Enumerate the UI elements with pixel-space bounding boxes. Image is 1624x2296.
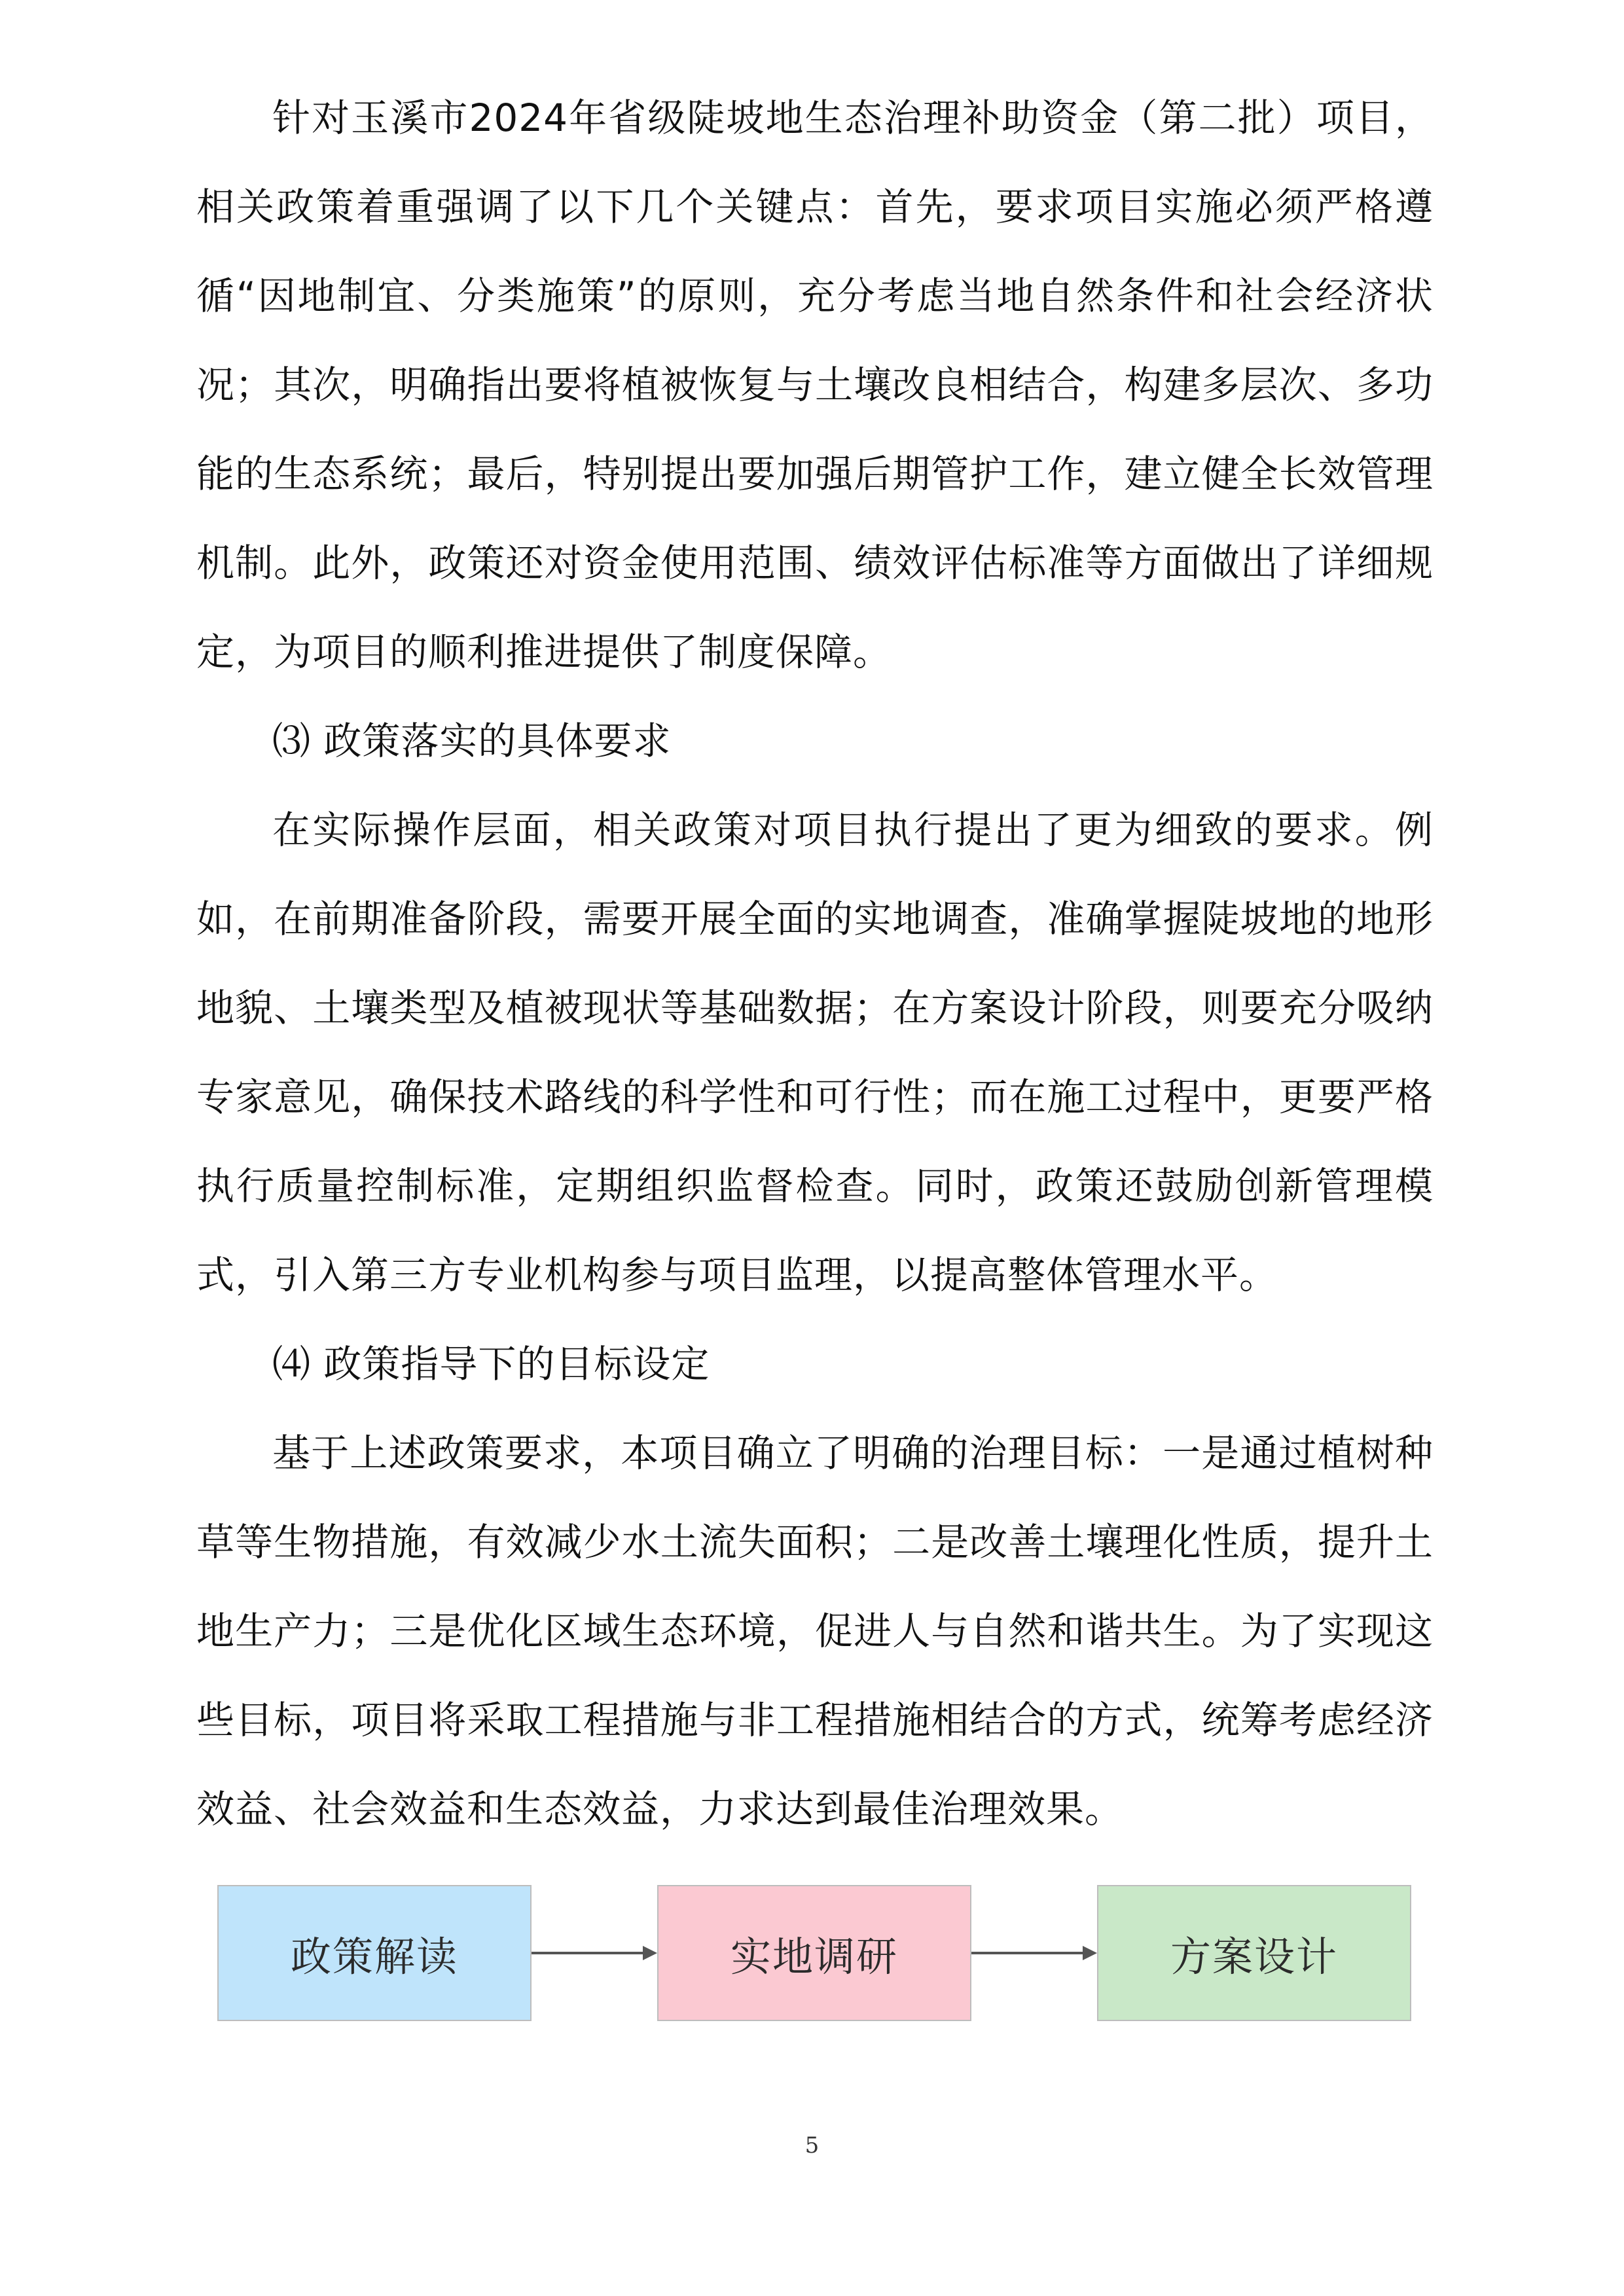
paragraph-goal-setting: 基于上述政策要求，本项目确立了明确的治理目标：一是通过植树种草等生物措施，有效减少水土流失面积；二是改善土壤理化性质，提升土地生产力；三是优化区域生态环境，促进人与自然和谐共生。为了实现这些目标，项目将采取工程措施与非工程措施相结合的方式，统筹考虑经济效益、社会效益和生态效益，力求达到最佳治理效果。 <box>196 1431 1434 1831</box>
flow-arrow-right-icon <box>971 1944 1097 1962</box>
process-flowchart <box>217 1885 1414 2022</box>
flow-step-plan-design: 方案设计 <box>1097 1885 1411 2021</box>
flow-step-field-survey: 实地调研 <box>657 1885 971 2021</box>
body-text <box>196 73 1434 1854</box>
section-heading-3: ⑶ 政策落实的具体要求 <box>272 719 672 763</box>
section-heading-4: ⑷ 政策指导下的目标设定 <box>272 1342 710 1386</box>
page-number: 5 <box>804 2132 820 2159</box>
paragraph-policy-key-points: 针对玉溪市2024年省级陡坡地生态治理补助资金（第二批）项目，相关政策着重强调了以下几个关键点：首先，要求项目实施必须严格遵循“因地制宜、分类施策”的原则，充分考虑当地自然条件和社会经济状况；其次，明确指出要将植被恢复与土壤改良相结合，构建多层次、多功能的生态系统；最后，特别提出要加强后期管护工作，建立健全长效管理机制。此外，政策还对资金使用范围、绩效评估标准等方面做出了详细规定，为项目的顺利推进提供了制度保障。 <box>196 96 1434 674</box>
flow-arrow-right-icon <box>532 1944 657 1962</box>
paragraph-implementation-requirements: 在实际操作层面，相关政策对项目执行提出了更为细致的要求。例如，在前期准备阶段，需要开展全面的实地调查，准确掌握陡坡地的地形地貌、土壤类型及植被现状等基础数据；在方案设计阶段，则要充分吸纳专家意见，确保技术路线的科学性和可行性；而在施工过程中，更要严格执行质量控制标准，定期组织监督检查。同时，政策还鼓励创新管理模式，引入第三方专业机构参与项目监理，以提高整体管理水平。 <box>196 808 1434 1297</box>
flow-step-policy-interpretation: 政策解读 <box>217 1885 532 2021</box>
